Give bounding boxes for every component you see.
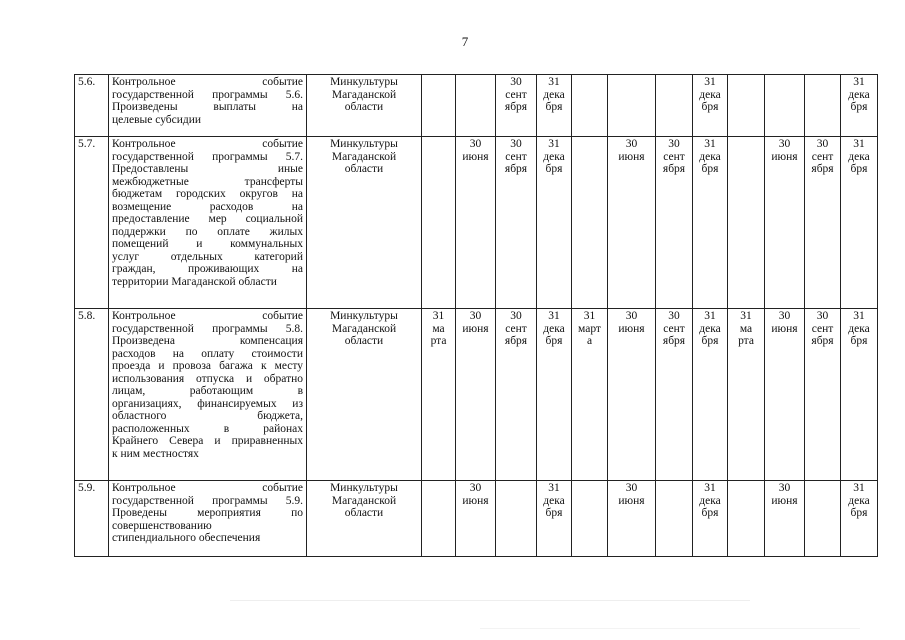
date-text-line: 31	[704, 482, 716, 494]
date-text-line: дека	[699, 494, 721, 507]
deadline-date-cell	[572, 309, 608, 481]
date-text-line: июня	[462, 150, 489, 163]
date-text-line: а	[586, 335, 593, 347]
event-text-line: расположенных в районах	[112, 422, 303, 435]
deadline-date-cell	[841, 309, 878, 481]
date-text-line: ября	[504, 101, 528, 113]
date-text-line: бря	[701, 163, 719, 175]
event-text-line: возмещение расходов на	[112, 200, 303, 213]
date-text-line: бря	[701, 101, 719, 113]
deadline-date-cell	[841, 75, 878, 137]
date-text-line: сент	[811, 322, 834, 335]
date-text-line: дека	[848, 322, 870, 335]
empty-date-cell	[422, 75, 456, 137]
date-text-line: июня	[771, 150, 798, 163]
empty-date-cell	[765, 75, 805, 137]
date-text-line: бря	[545, 101, 563, 113]
date-text-line: 30	[816, 138, 829, 150]
date-text-line: бря	[701, 335, 719, 347]
date-text-line: 31	[853, 310, 865, 322]
event-text-line: межбюджетные трансферты	[112, 175, 303, 188]
executor-text-line: области	[344, 163, 384, 175]
date-text-line: бря	[545, 335, 563, 347]
date-text-line: сент	[663, 322, 685, 335]
executor-text-line: Минкультуры	[330, 310, 398, 322]
date-text-line: бря	[545, 163, 563, 175]
executor	[307, 481, 422, 557]
date-text-line: 30	[510, 76, 522, 88]
empty-date-cell	[496, 481, 537, 557]
executor	[307, 309, 422, 481]
control-event-description	[109, 309, 307, 481]
deadline-date-cell	[537, 75, 572, 137]
deadline-date-cell	[765, 137, 805, 309]
event-text-line: областного бюджета,	[112, 410, 303, 422]
event-text-line: организациях, финансируемых из	[112, 397, 303, 410]
date-text-line: 31	[432, 310, 445, 322]
event-text-line: государственной программы 5.8.	[112, 322, 303, 335]
date-text-line: 30	[510, 310, 522, 322]
event-text-line: Контрольное событие	[112, 76, 303, 88]
deadline-date-cell	[693, 309, 728, 481]
event-text-line: Произведены выплаты на	[112, 101, 303, 113]
event-text-line: к ним местностях	[112, 447, 199, 460]
date-text-line: дека	[699, 150, 721, 163]
deadline-date-cell	[728, 309, 765, 481]
date-text-line: дека	[543, 494, 565, 507]
empty-date-cell	[422, 137, 456, 309]
date-text-line: 31	[704, 310, 716, 322]
event-text-line: предоставление мер социальной	[112, 213, 303, 225]
executor-text-line: Минкультуры	[330, 138, 398, 150]
date-text-line: сент	[811, 150, 834, 163]
date-text-line: 30	[625, 310, 638, 322]
date-text-line: сент	[505, 322, 527, 335]
date-text-line: июня	[462, 322, 489, 335]
deadline-date-cell	[656, 137, 693, 309]
event-text-line: Контрольное событие	[112, 310, 303, 322]
event-text-line: Проведены мероприятия по	[112, 507, 303, 519]
date-text-line: ма	[739, 322, 753, 335]
event-text-line: бюджетам городских округов на	[112, 188, 303, 200]
event-text-line: совершенствованию	[112, 519, 212, 532]
date-text-line: март	[578, 322, 601, 335]
date-text-line: 30	[469, 482, 482, 494]
table-row	[75, 137, 878, 309]
date-text-line: 30	[668, 138, 680, 150]
date-text-line: 31	[853, 138, 865, 150]
scan-artifact-line	[230, 600, 750, 601]
date-text-line: июня	[771, 494, 798, 507]
date-text-line: сент	[505, 150, 527, 163]
date-text-line: бря	[850, 163, 868, 175]
empty-date-cell	[572, 75, 608, 137]
control-event-description	[109, 137, 307, 309]
deadline-date-cell	[608, 309, 656, 481]
event-text-line: граждан, проживающих на	[112, 263, 303, 275]
date-text-line: 31	[548, 138, 560, 150]
control-event-description	[109, 75, 307, 137]
empty-date-cell	[805, 481, 841, 557]
deadline-date-cell	[693, 75, 728, 137]
date-text-line: ма	[432, 322, 445, 335]
empty-date-cell	[805, 75, 841, 137]
executor-text-line: Магаданской	[331, 494, 397, 507]
event-text-line: расходов на оплату стоимости	[112, 347, 303, 360]
executor-text-line: Минкультуры	[330, 76, 398, 88]
date-text-line: 30	[625, 482, 638, 494]
row-number: 5.6.	[75, 75, 109, 137]
deadline-date-cell	[693, 481, 728, 557]
deadline-date-cell	[537, 309, 572, 481]
deadline-date-cell	[805, 309, 841, 481]
date-text-line: 30	[510, 138, 522, 150]
date-text-line: ября	[504, 335, 528, 347]
deadline-date-cell	[841, 481, 878, 557]
date-text-line: дека	[848, 88, 870, 101]
date-text-line: июня	[462, 494, 489, 507]
event-text-line: проезда и провоза багажа к месту	[112, 360, 303, 372]
event-text-line: лицам, работающим в	[112, 385, 303, 397]
deadline-date-cell	[456, 309, 496, 481]
date-text-line: 31	[583, 310, 596, 322]
date-text-line: ября	[662, 163, 686, 175]
empty-date-cell	[608, 75, 656, 137]
control-event-description	[109, 481, 307, 557]
deadline-date-cell	[765, 481, 805, 557]
event-text-line: государственной программы 5.9.	[112, 494, 303, 507]
date-text-line: июня	[618, 150, 645, 163]
event-text-line: Контрольное событие	[112, 482, 303, 494]
date-text-line: 30	[778, 482, 791, 494]
executor-text-line: Магаданской	[331, 322, 397, 335]
event-text-line: Контрольное событие	[112, 138, 303, 150]
deadline-date-cell	[693, 137, 728, 309]
date-text-line: ября	[811, 163, 834, 175]
date-text-line: дека	[543, 150, 565, 163]
date-text-line: дека	[543, 322, 565, 335]
event-text-line: стипендиального обеспечения	[112, 532, 261, 544]
executor	[307, 137, 422, 309]
control-events-table	[74, 74, 878, 557]
date-text-line: рта	[738, 335, 754, 347]
date-text-line: дека	[848, 150, 870, 163]
date-text-line: 31	[740, 310, 752, 322]
event-text-line: помещений и коммунальных	[112, 238, 303, 250]
empty-date-cell	[656, 481, 693, 557]
date-text-line: ября	[504, 163, 528, 175]
event-text-line: услуг отдельных категорий	[112, 250, 303, 263]
deadline-date-cell	[805, 137, 841, 309]
deadline-date-cell	[608, 137, 656, 309]
row-number: 5.9.	[75, 481, 109, 557]
date-text-line: 31	[704, 76, 716, 88]
empty-date-cell	[572, 481, 608, 557]
date-text-line: бря	[850, 507, 868, 519]
executor-text-line: области	[344, 335, 384, 347]
deadline-date-cell	[656, 309, 693, 481]
date-text-line: ября	[811, 335, 834, 347]
executor-text-line: Минкультуры	[330, 482, 398, 494]
deadline-date-cell	[841, 137, 878, 309]
table-row	[75, 309, 878, 481]
deadline-date-cell	[537, 481, 572, 557]
executor-text-line: области	[344, 507, 384, 519]
date-text-line: бря	[850, 101, 868, 113]
event-text-line: государственной программы 5.6.	[112, 88, 303, 101]
date-text-line: 31	[548, 76, 560, 88]
table-row	[75, 75, 878, 137]
event-text-line: государственной программы 5.7.	[112, 150, 303, 163]
date-text-line: 31	[853, 76, 865, 88]
executor-text-line: области	[344, 101, 384, 113]
row-number: 5.7.	[75, 137, 109, 309]
date-text-line: дека	[848, 494, 870, 507]
date-text-line: 30	[625, 138, 638, 150]
date-text-line: дека	[543, 88, 565, 101]
date-text-line: июня	[618, 494, 645, 507]
event-text-line: целевые субсидии	[112, 113, 202, 126]
date-text-line: бря	[701, 507, 719, 519]
row-number: 5.8.	[75, 309, 109, 481]
deadline-date-cell	[608, 481, 656, 557]
deadline-date-cell	[496, 137, 537, 309]
date-text-line: 30	[469, 138, 482, 150]
deadline-date-cell	[456, 137, 496, 309]
executor	[307, 75, 422, 137]
date-text-line: дека	[699, 88, 721, 101]
deadline-date-cell	[496, 309, 537, 481]
deadline-date-cell	[422, 309, 456, 481]
empty-date-cell	[728, 137, 765, 309]
date-text-line: дека	[699, 322, 721, 335]
event-text-line: Крайнего Севера и приравненных	[112, 435, 303, 447]
empty-date-cell	[728, 75, 765, 137]
event-text-line: Произведена компенсация	[112, 335, 303, 347]
event-text-line: использования отпуска и обратно	[112, 372, 303, 385]
empty-date-cell	[728, 481, 765, 557]
date-text-line: 30	[469, 310, 482, 322]
deadline-date-cell	[496, 75, 537, 137]
event-text-line: Предоставлены иные	[112, 163, 303, 175]
date-text-line: 31	[548, 310, 560, 322]
empty-date-cell	[422, 481, 456, 557]
date-text-line: 31	[548, 482, 560, 494]
date-text-line: 31	[853, 482, 865, 494]
date-text-line: 30	[668, 310, 680, 322]
table-row	[75, 481, 878, 557]
deadline-date-cell	[456, 481, 496, 557]
date-text-line: ября	[662, 335, 686, 347]
event-text-line: поддержки по оплате жилых	[112, 225, 303, 238]
date-text-line: сент	[663, 150, 685, 163]
scan-artifact-line	[480, 628, 860, 629]
date-text-line: 30	[778, 138, 791, 150]
date-text-line: 30	[816, 310, 829, 322]
date-text-line: июня	[771, 322, 798, 335]
empty-date-cell	[656, 75, 693, 137]
date-text-line: бря	[545, 507, 563, 519]
deadline-date-cell	[765, 309, 805, 481]
empty-date-cell	[456, 75, 496, 137]
executor-text-line: Магаданской	[331, 88, 397, 101]
event-text-line: территории Магаданской области	[112, 275, 277, 288]
date-text-line: бря	[850, 335, 868, 347]
executor-text-line: Магаданской	[331, 150, 397, 163]
deadline-date-cell	[537, 137, 572, 309]
date-text-line: рта	[430, 335, 447, 347]
date-text-line: 31	[704, 138, 716, 150]
page-number: 7	[461, 34, 469, 49]
date-text-line: 30	[778, 310, 791, 322]
empty-date-cell	[572, 137, 608, 309]
date-text-line: июня	[618, 322, 645, 335]
date-text-line: сент	[505, 88, 527, 101]
